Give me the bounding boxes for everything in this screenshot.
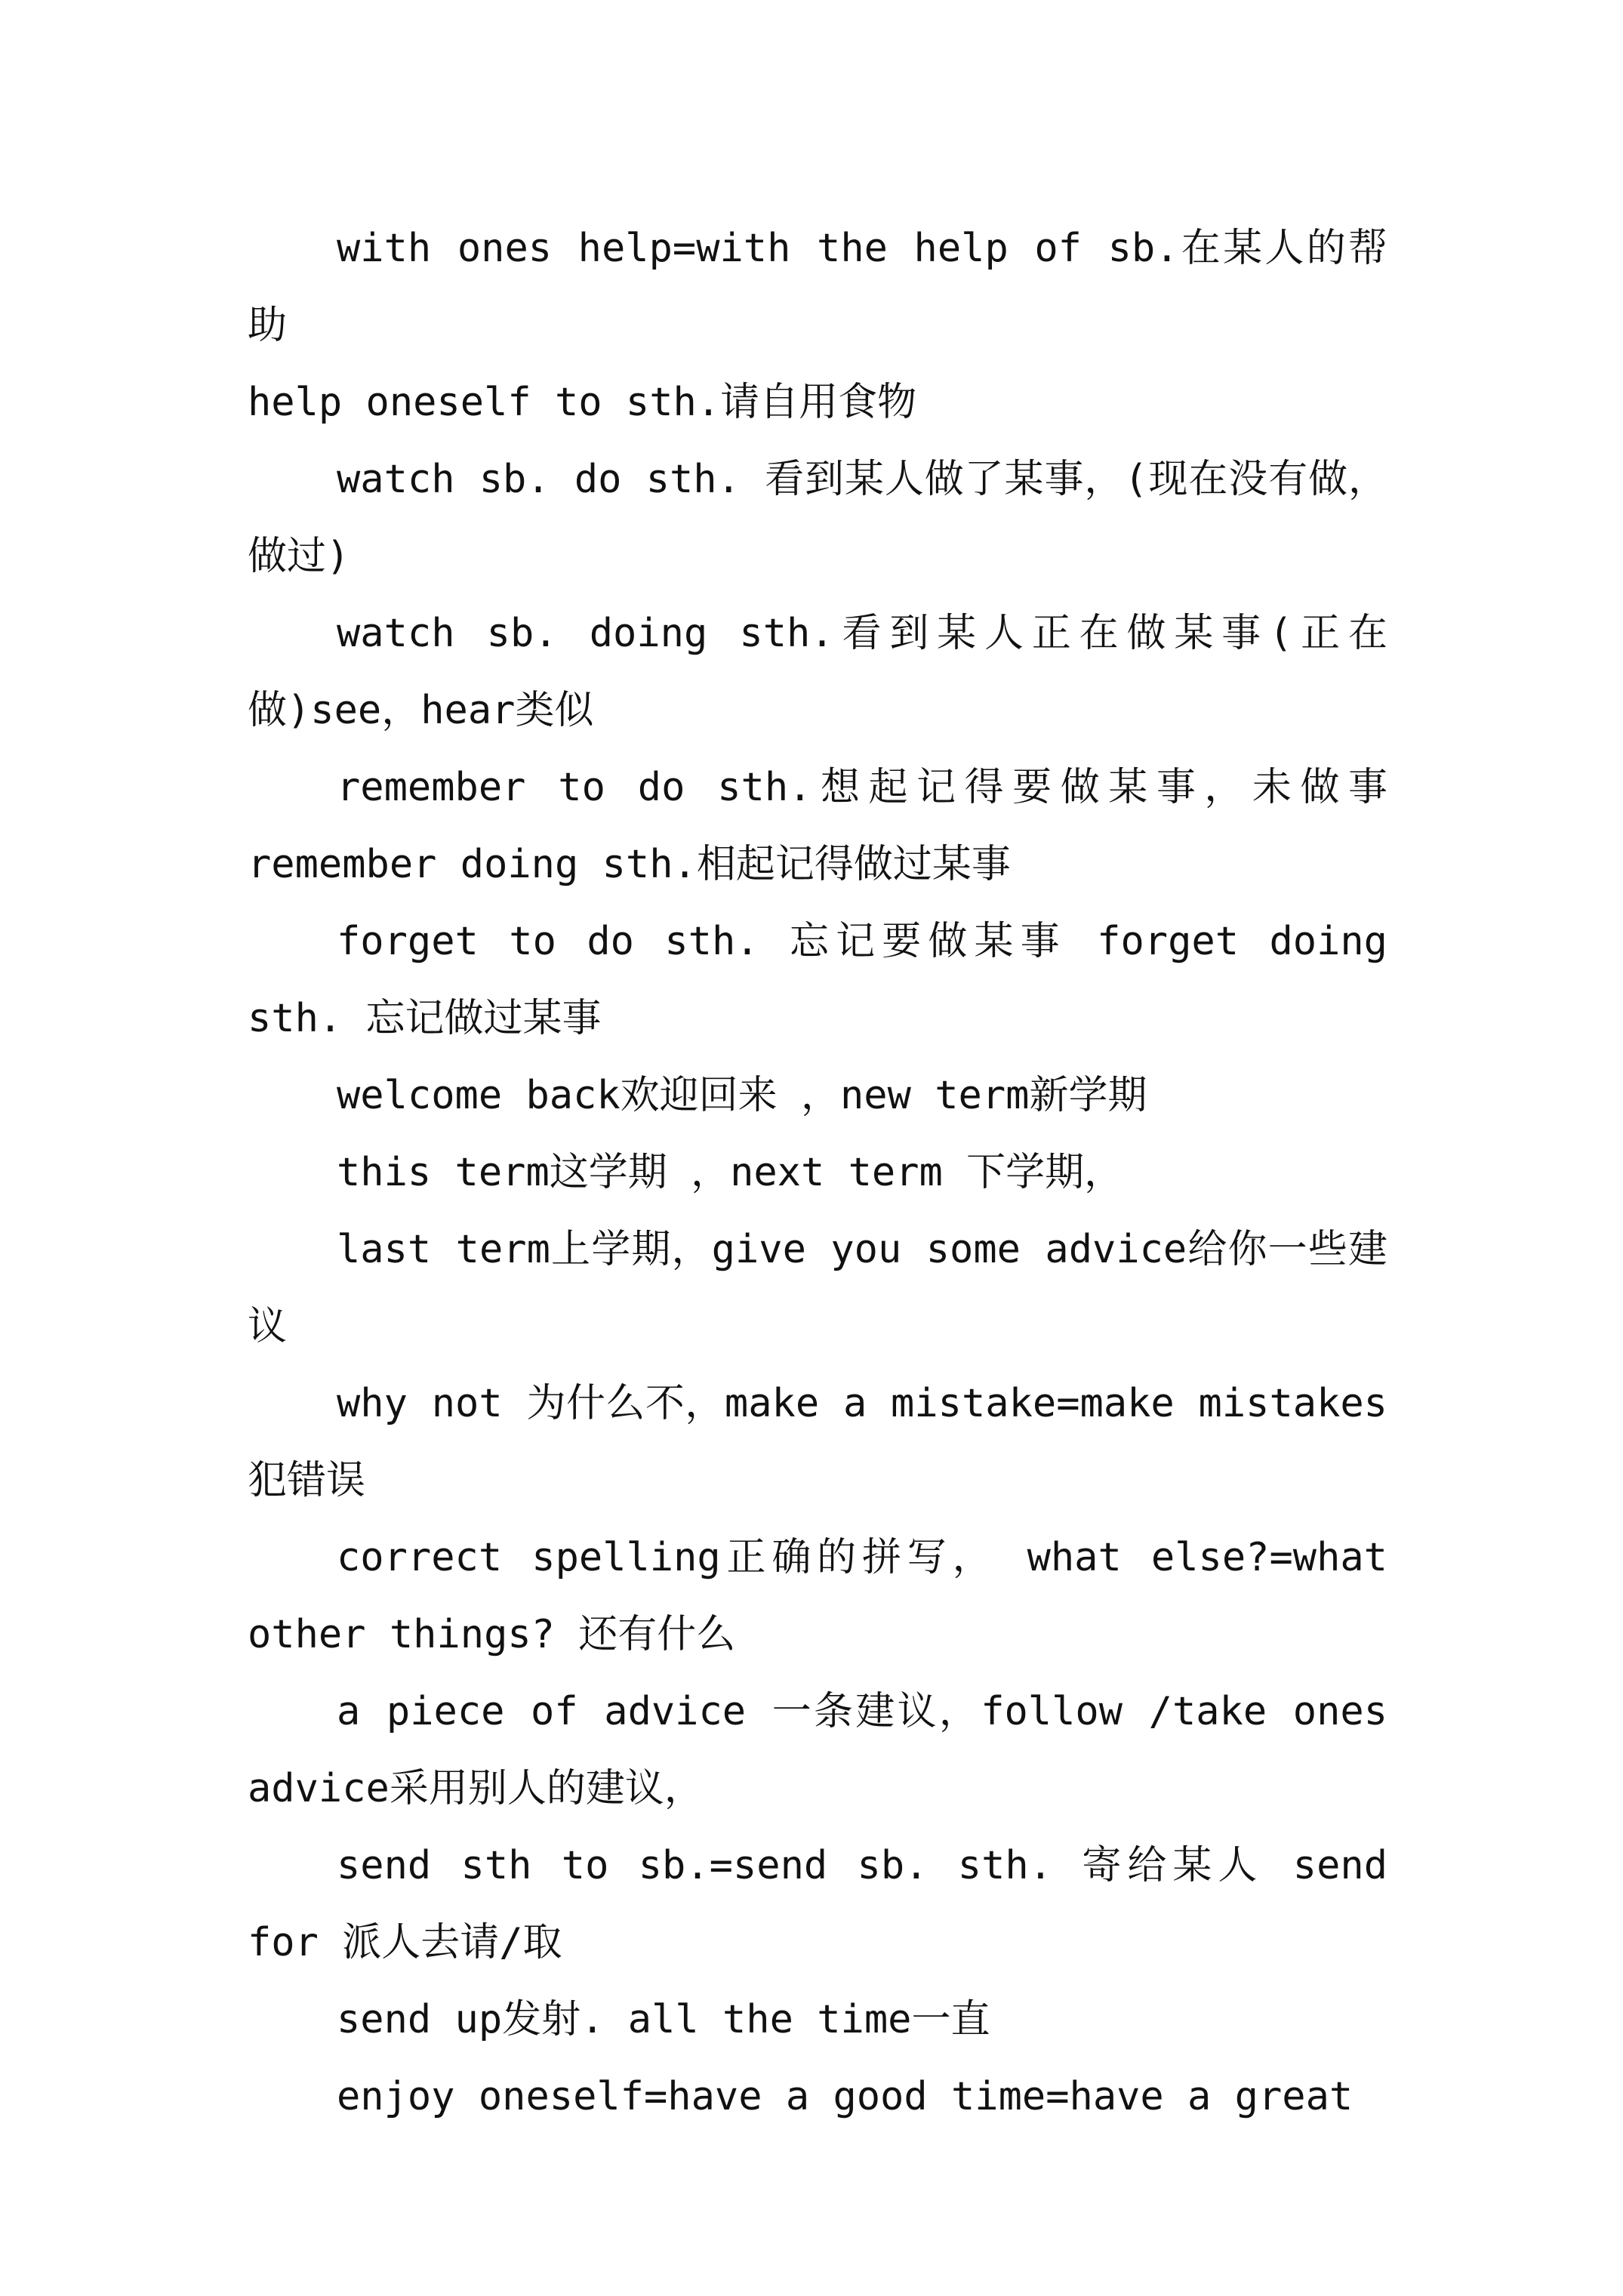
paragraph-2: help oneself to sth.请自用食物 [248, 380, 917, 425]
paragraph-11: correct spelling正确的拼写， what else?=what other things? 还有什么 [248, 1535, 1387, 1657]
paragraph-12: a piece of advice 一条建议，follow /take ones advice采用别人的建议， [248, 1689, 1387, 1811]
paragraph-6: forget to do sth. 忘记要做某事 forget doing sth. 忘记做过某事 [248, 919, 1387, 1041]
paragraph-7: welcome back欢迎回来 ，new term新学期 [337, 1073, 1147, 1118]
paragraph-8: this term这学期 ，next term 下学期， [337, 1150, 1124, 1195]
paragraph-14: send up发射. all the time一直 [337, 1997, 990, 2042]
paragraph-9: last term上学期，give you some advice给你一些建议 [248, 1227, 1387, 1349]
paragraph-13: send sth to sb.=send sb. sth. 寄给某人 send for 派人去请/取 [248, 1843, 1387, 1965]
paragraph-10: why not 为什么不，make a mistake=make mistakes 犯错误 [248, 1381, 1387, 1503]
paragraph-5: remember to do sth.想起记得要做某事，未做事 remember doing sth.相起记得做过某事 [248, 765, 1387, 887]
document-body [248, 210, 1387, 2135]
paragraph-1: with ones help=with the help of sb.在某人的帮助 [248, 226, 1387, 348]
paragraph-15: enjoy oneself=have a good time=have a great [337, 2074, 1354, 2119]
paragraph-3: watch sb. do sth. 看到某人做了某事，(现在没有做，做过) [248, 457, 1387, 579]
paragraph-4: watch sb. doing sth.看到某人正在做某事(正在做)see，hear类似 [248, 611, 1387, 733]
